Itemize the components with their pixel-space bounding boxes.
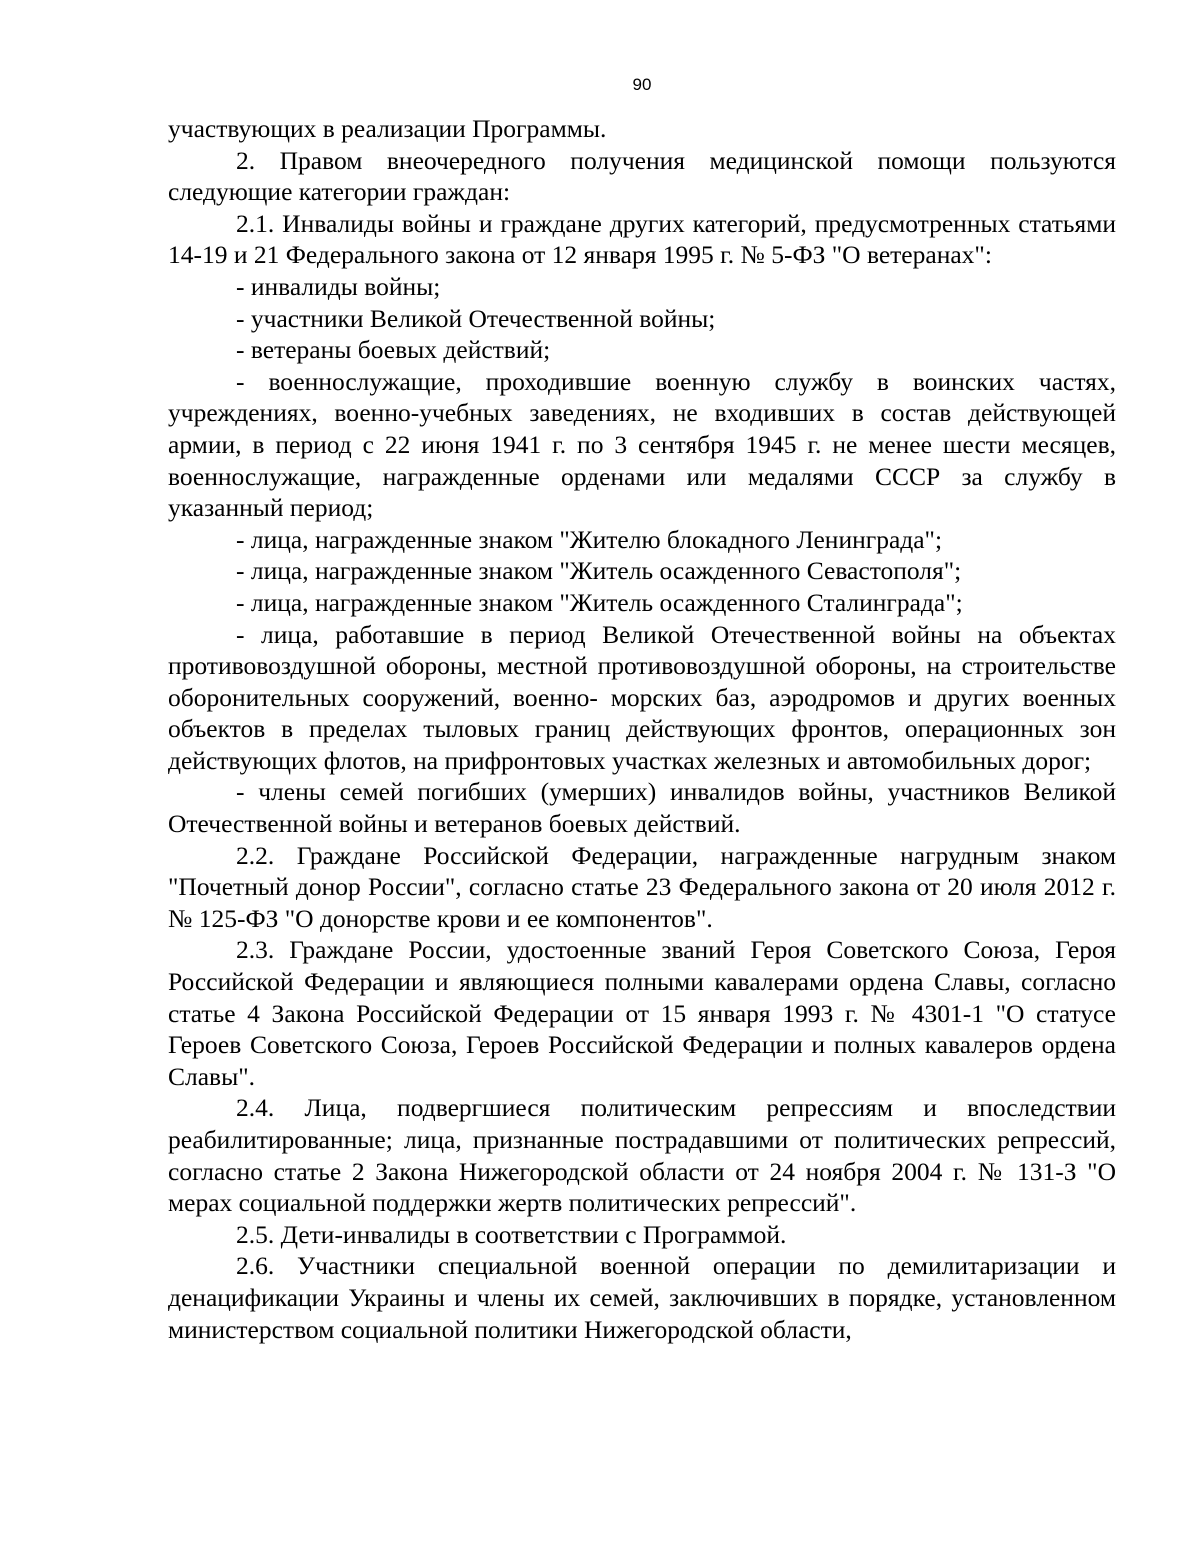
paragraph-13: 2.2. Граждане Российской Федерации, награжденные нагрудным знаком "Почетный донор России", согласно статье 23 Федерального закона от 20 июля 2012 г. № 125-ФЗ "О донорстве крови и ее компонентов". [168,840,1116,933]
document-body [168,113,1116,1345]
paragraph-6: - ветераны боевых действий; [236,335,551,365]
paragraph-16: 2.5. Дети-инвалиды в соответствии с Программой. [236,1219,787,1249]
paragraph-10: - лица, награжденные знаком "Житель осажденного Сталинграда"; [236,587,963,617]
paragraph-7: - военнослужащие, проходившие военную службу в воинских частях, учреждениях, военно-учебных заведениях, не входивших в состав действующей армии, в период с 22 июня 1941 г. по 3 сентября 1945 г. не менее шести месяцев, военнослужащие, награжденные орденами или медалями СССР за службу в указанный период; [168,366,1116,523]
paragraph-17: 2.6. Участники специальной военной операции по демилитаризации и денацификации Украины и члены их семей, заключивших в порядке, установленном министерством социальной политики Нижегородской области, [168,1251,1116,1344]
paragraph-11: - лица, работавшие в период Великой Отечественной войны на объектах противовоздушной обороны, местной противовоздушной обороны, на строительстве оборонительных сооружений, военно- морских баз, аэродромов и других военных объектов в пределах тыловых границ действующих фронтов, операционных зон действующих флотов, на прифронтовых участках железных и автомобильных дорог; [168,619,1116,775]
paragraph-1: участвующих в реализации Программы. [168,114,607,143]
paragraph-2: 2. Правом внеочередного получения медицинской помощи пользуются следующие категории граждан: [168,145,1116,207]
paragraph-3: 2.1. Инвалиды войны и граждане других категорий, предусмотренных статьями 14-19 и 21 Федерального закона от 12 января 1995 г. № 5-ФЗ "О ветеранах": [168,208,1116,270]
paragraph-8: - лица, награжденные знаком "Жителю блокадного Ленинграда"; [236,524,943,554]
paragraph-5: - участники Великой Отечественной войны; [236,303,716,333]
paragraph-9: - лица, награжденные знаком "Житель осажденного Севастополя"; [236,556,962,586]
page-number: 90 [632,75,652,94]
paragraph-14: 2.3. Граждане России, удостоенные званий Героя Советского Союза, Героя Российской Федерации и являющиеся полными кавалерами ордена Славы, согласно статье 4 Закона Российской Федерации от 15 января 1993 г. № 4301-1 "О статусе Героев Советского Союза, Героев Российской Федерации и полных кавалеров ордена Славы". [168,935,1116,1091]
paragraph-4: - инвалиды войны; [236,271,441,301]
paragraph-12: - члены семей погибших (умерших) инвалидов войны, участников Великой Отечественной войны и ветеранов боевых действий. [168,777,1116,839]
paragraph-15: 2.4. Лица, подвергшиеся политическим репрессиям и впоследствии реабилитированные; лица, признанные пострадавшими от политических репрессий, согласно статье 2 Закона Нижегородской области от 24 ноября 2004 г. № 131-З "О мерах социальной поддержки жертв политических репрессий". [168,1093,1116,1218]
